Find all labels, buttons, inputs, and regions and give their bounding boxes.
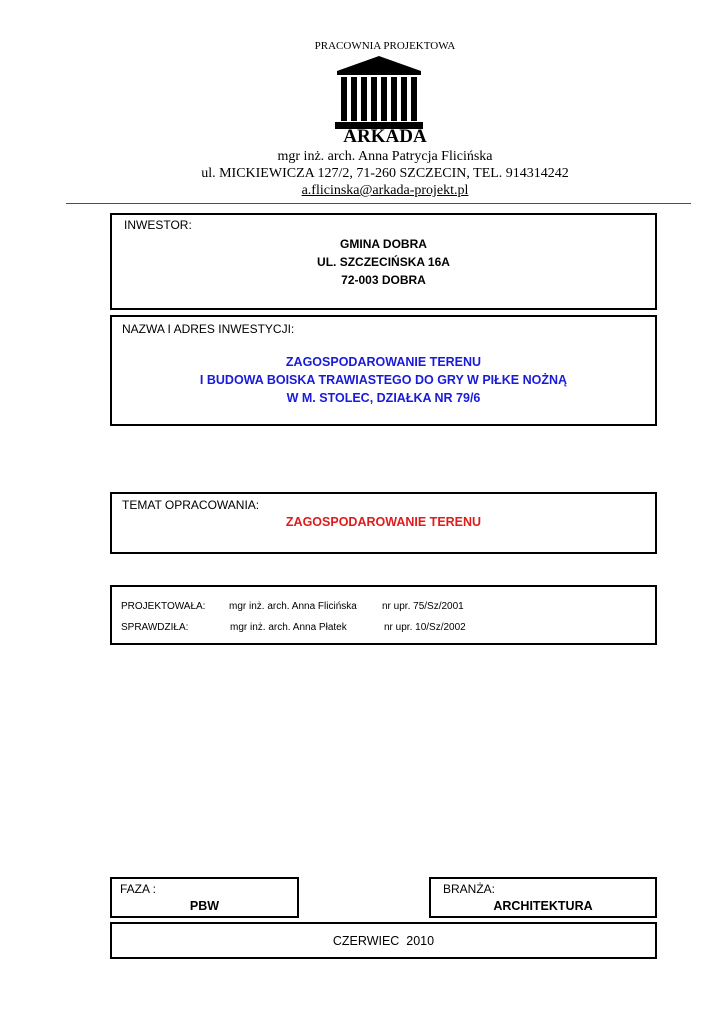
phase-box	[110, 877, 299, 918]
designed-name: mgr inż. arch. Anna Flicińska	[229, 601, 357, 612]
branch-value: ARCHITEKTURA	[493, 899, 593, 913]
phase-value: PBW	[189, 899, 220, 913]
investor-line: UL. SZCZECIŃSKA 16A	[317, 255, 450, 269]
investment-box	[110, 315, 657, 426]
studio-name: PRACOWNIA PROJEKTOWA	[314, 40, 456, 52]
designed-label: PROJEKTOWAŁA:	[121, 601, 206, 612]
issue-date: CZERWIEC 2010	[332, 934, 435, 948]
brand-name: ARKADA	[343, 126, 427, 147]
checked-reg: nr upr. 10/Sz/2002	[384, 622, 466, 633]
header-divider	[66, 203, 691, 204]
signatures-box	[110, 585, 657, 645]
date-box	[110, 922, 657, 959]
topic-box	[110, 492, 657, 554]
designed-reg: nr upr. 75/Sz/2001	[382, 601, 464, 612]
branch-label: BRANŻA:	[443, 882, 496, 896]
checked-label: SPRAWDZIŁA:	[121, 622, 189, 633]
branch-box	[429, 877, 657, 918]
architect-name: mgr inż. arch. Anna Patrycja Flicińska	[277, 149, 493, 164]
temple-logo-icon	[333, 55, 425, 131]
investor-line: 72-003 DOBRA	[341, 273, 426, 287]
topic-label: TEMAT OPRACOWANIA:	[122, 498, 260, 512]
investment-line: I BUDOWA BOISKA TRAWIASTEGO DO GRY W PIŁKE NOŻNĄ	[199, 373, 568, 387]
investment-label: NAZWA I ADRES INWESTYCJI:	[122, 322, 295, 336]
studio-address: ul. MICKIEWICZA 127/2, 71-260 SZCZECIN, TEL. 914314242	[201, 166, 569, 181]
studio-email[interactable]: a.flicinska@arkada-projekt.pl	[301, 183, 469, 198]
phase-label: FAZA :	[120, 882, 157, 896]
investor-box	[110, 213, 657, 310]
checked-name: mgr inż. arch. Anna Płatek	[230, 622, 347, 633]
investment-line: ZAGOSPODAROWANIE TERENU	[285, 355, 482, 369]
topic-value: ZAGOSPODAROWANIE TERENU	[285, 515, 482, 529]
investment-line: W M. STOLEC, DZIAŁKA NR 79/6	[286, 391, 481, 405]
investor-label: INWESTOR:	[124, 218, 192, 232]
investor-line: GMINA DOBRA	[340, 237, 427, 251]
